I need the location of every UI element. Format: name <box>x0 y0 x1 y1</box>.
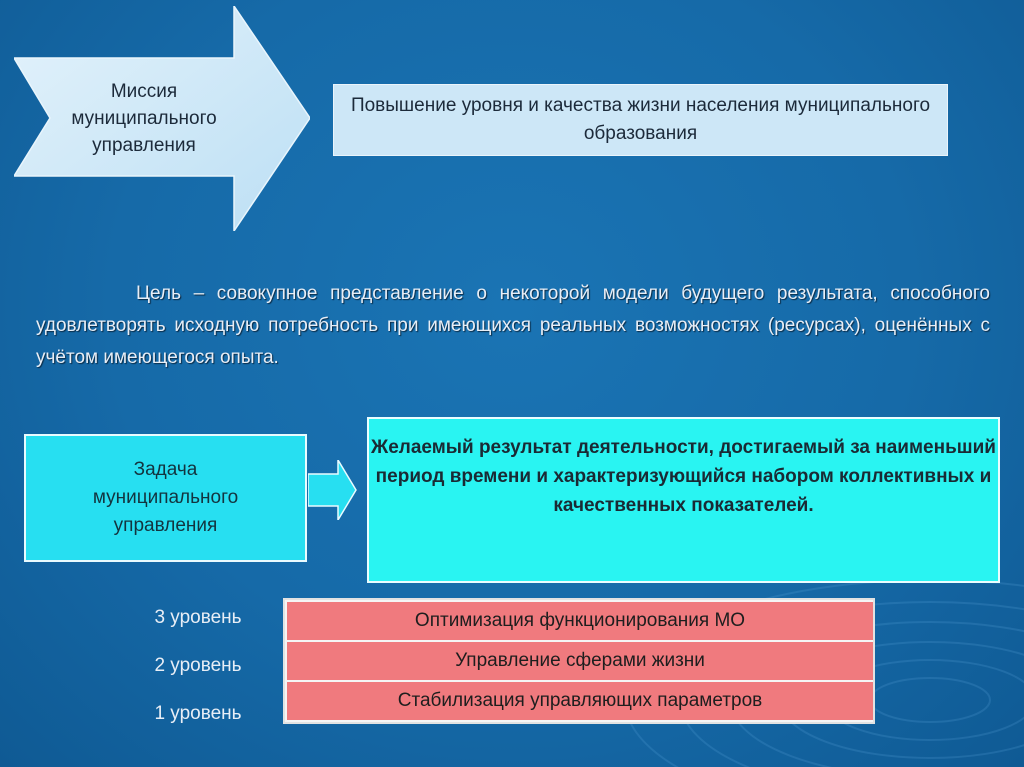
level-description: Управление сферами жизни <box>455 650 705 671</box>
task-result-box <box>367 417 1000 583</box>
mission-result-text: Повышение уровня и качества жизни населения муниципального образования <box>350 95 931 144</box>
level-label: 1 уровень <box>154 703 242 724</box>
mission-label <box>54 78 234 159</box>
level-row <box>287 602 873 640</box>
task-result-text: Желаемый результат деятельности, достигаемый за наименьший период времени и характеризующийся набором коллективных и качественных показателей. <box>371 437 996 516</box>
levels-table <box>283 598 875 724</box>
task-box <box>24 434 307 562</box>
mission-label-line: муниципального <box>71 108 217 129</box>
mission-result-box <box>333 84 948 156</box>
task-label-line: муниципального <box>92 487 239 508</box>
mission-block <box>14 6 310 231</box>
level-row <box>287 642 873 680</box>
goal-definition: Цель – совокупное представление о некоторой модели будущего результата, способного удовлетворять исходную потребность при имеющихся реальных возможностях (ресурсах), оценённых с учётом имеющегося опыта. <box>36 283 990 368</box>
level-label: 3 уровень <box>154 607 242 628</box>
level-label: 2 уровень <box>154 655 242 676</box>
mission-label-line: управления <box>92 135 196 156</box>
task-label-line: Задача <box>133 459 198 480</box>
level-row <box>287 682 873 720</box>
level-description: Стабилизация управляющих параметров <box>397 690 763 711</box>
right-arrow-icon <box>308 460 358 520</box>
task-label-line: управления <box>113 515 218 536</box>
level-description: Оптимизация функционирования МО <box>414 610 746 631</box>
task-label <box>93 456 238 540</box>
mission-label-line: Миссия <box>110 81 178 102</box>
